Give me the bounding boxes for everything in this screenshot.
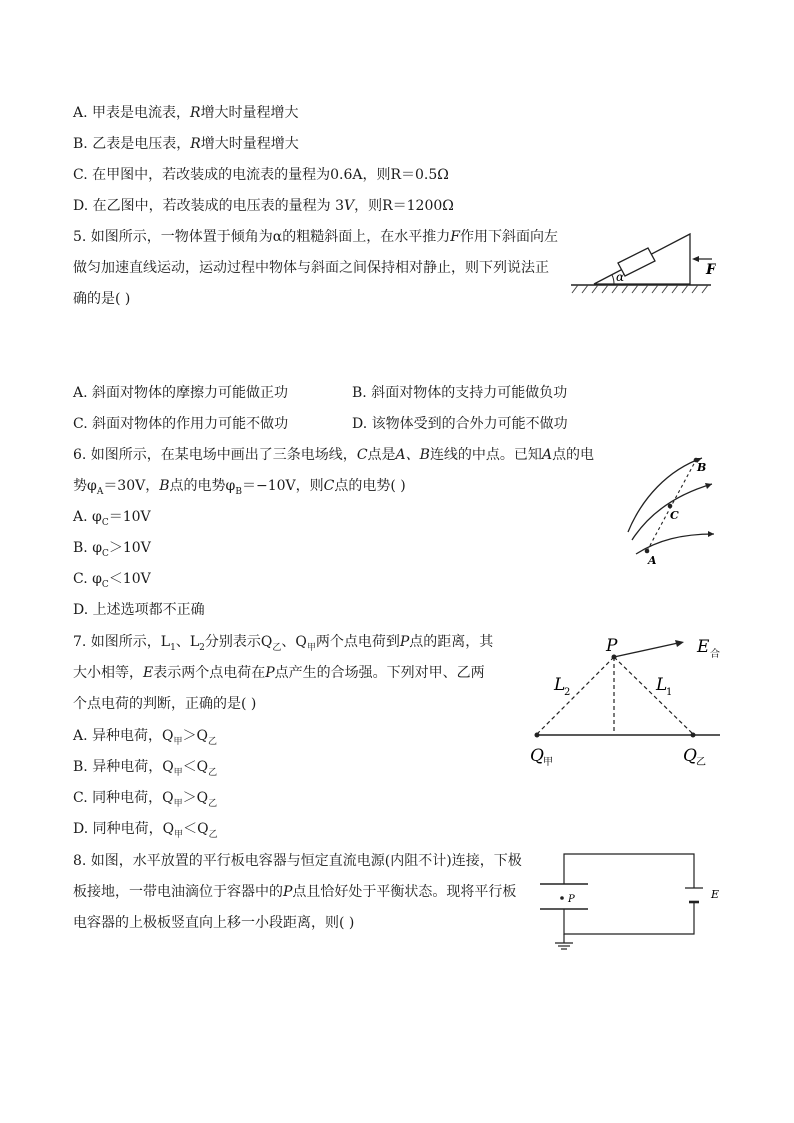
field-arrow [614, 643, 678, 657]
svg-text:L: L [656, 675, 668, 695]
q4-option-c: C. 在甲图中，若改装成的电流表的量程为0.6A，则R＝0.5Ω [73, 167, 449, 183]
svg-text:P: P [606, 636, 618, 656]
q6-option-a: A. $\varphi_C=10V$ [73, 509, 151, 528]
charge-jia [535, 733, 540, 738]
q8-capacitor-circuit-figure [535, 850, 725, 952]
q6-option-c: C. $\varphi_C<10V$ [73, 571, 151, 590]
svg-text:A: A [648, 554, 657, 567]
q5-option-b: B. 斜面对物体的支持力可能做负功 [352, 385, 568, 401]
svg-text:C: C [670, 509, 679, 522]
svg-text:乙: 乙 [696, 757, 706, 768]
q6-field-lines-figure [620, 450, 720, 568]
q8-stem-line3: 电容器的上极板竖直向上移一小段距离，则( ) [73, 915, 355, 931]
q5-option-d: D. 该物体受到的合外力可能不做功 [352, 416, 568, 432]
q7-point-charges-figure [520, 630, 730, 772]
angle-label: α [616, 270, 625, 284]
point-c [668, 504, 673, 509]
svg-text:Q: Q [683, 746, 697, 766]
charge-yi [691, 733, 696, 738]
q5-stem-line3: 确的是( ) [73, 291, 131, 307]
q7-stem-line1: 7. 如图所示，$L_1$、$L_2$分别表示$Q_乙$、$Q_甲$两个点电荷到P点的距离，其 [73, 634, 494, 653]
q8-stem-line2: 板接地，一带电油滴位于容器中的P点且恰好处于平衡状态。现将平行板 [73, 884, 517, 900]
q5-incline-figure [566, 228, 716, 298]
q8-stem-line1: 8. 如图，水平放置的平行板电容器与恒定直流电源(内阻不计)连接，下极 [73, 853, 522, 869]
svg-text:Q: Q [530, 746, 544, 766]
svg-text:L: L [554, 675, 566, 695]
q4-option-b: B. 乙表是电压表，R增大时量程增大 [73, 136, 299, 152]
svg-text:2: 2 [564, 687, 571, 698]
q7-option-b: B. 异种电荷，$Q_甲<Q_乙$ [73, 759, 218, 778]
q7-stem-line2: 大小相等，E表示两个点电荷在P点产生的合场强。下列对甲、乙两 [73, 665, 485, 681]
q5-option-a: A. 斜面对物体的摩擦力可能做正功 [73, 385, 289, 401]
svg-text:P: P [568, 894, 575, 905]
q7-option-d: D. 同种电荷，$Q_甲<Q_乙$ [73, 821, 218, 840]
svg-text:1: 1 [666, 687, 673, 698]
q7-stem-line3: 个点电荷的判断，正确的是( ) [73, 696, 257, 712]
q6-stem-line1: 6. 如图所示，在某电场中画出了三条电场线，C点是A、B连线的中点。已知A点的电 [73, 447, 595, 463]
q4-option-a: A. 甲表是电流表，R增大时量程增大 [73, 105, 299, 121]
svg-text:甲: 甲 [543, 757, 553, 768]
svg-text:E: E [697, 637, 710, 657]
q5-option-c: C. 斜面对物体的作用力可能不做功 [73, 416, 289, 432]
q7-option-a: A. 异种电荷，$Q_甲>Q_乙$ [73, 728, 218, 747]
force-label: F [706, 262, 716, 278]
q6-option-b: B. $\varphi_C>10V$ [73, 540, 151, 559]
svg-text:B: B [697, 461, 707, 474]
oil-drop [560, 896, 564, 900]
q4-option-d: D. 在乙图中，若改装成的电压表的量程为 3V，则R＝1200Ω [73, 198, 454, 214]
q5-stem-line2: 做匀加速直线运动，运动过程中物体与斜面之间保持相对静止，则下列说法正 [73, 260, 549, 276]
svg-text:合: 合 [710, 649, 720, 660]
q7-option-c: C. 同种电荷，$Q_甲>Q_乙$ [73, 790, 218, 809]
svg-text:E: E [711, 888, 720, 901]
q6-option-d: D. 上述选项都不正确 [73, 602, 205, 618]
q6-stem-line2: 势$\varphi_A=30V$，B点的电势$\varphi_B=-10V$，则C点的电势( ) [73, 478, 406, 497]
point-a [645, 549, 650, 554]
q5-stem-line1: 5. 如图所示，一物体置于倾角为α的粗糙斜面上，在水平推力F作用下斜面向左 [73, 229, 558, 245]
